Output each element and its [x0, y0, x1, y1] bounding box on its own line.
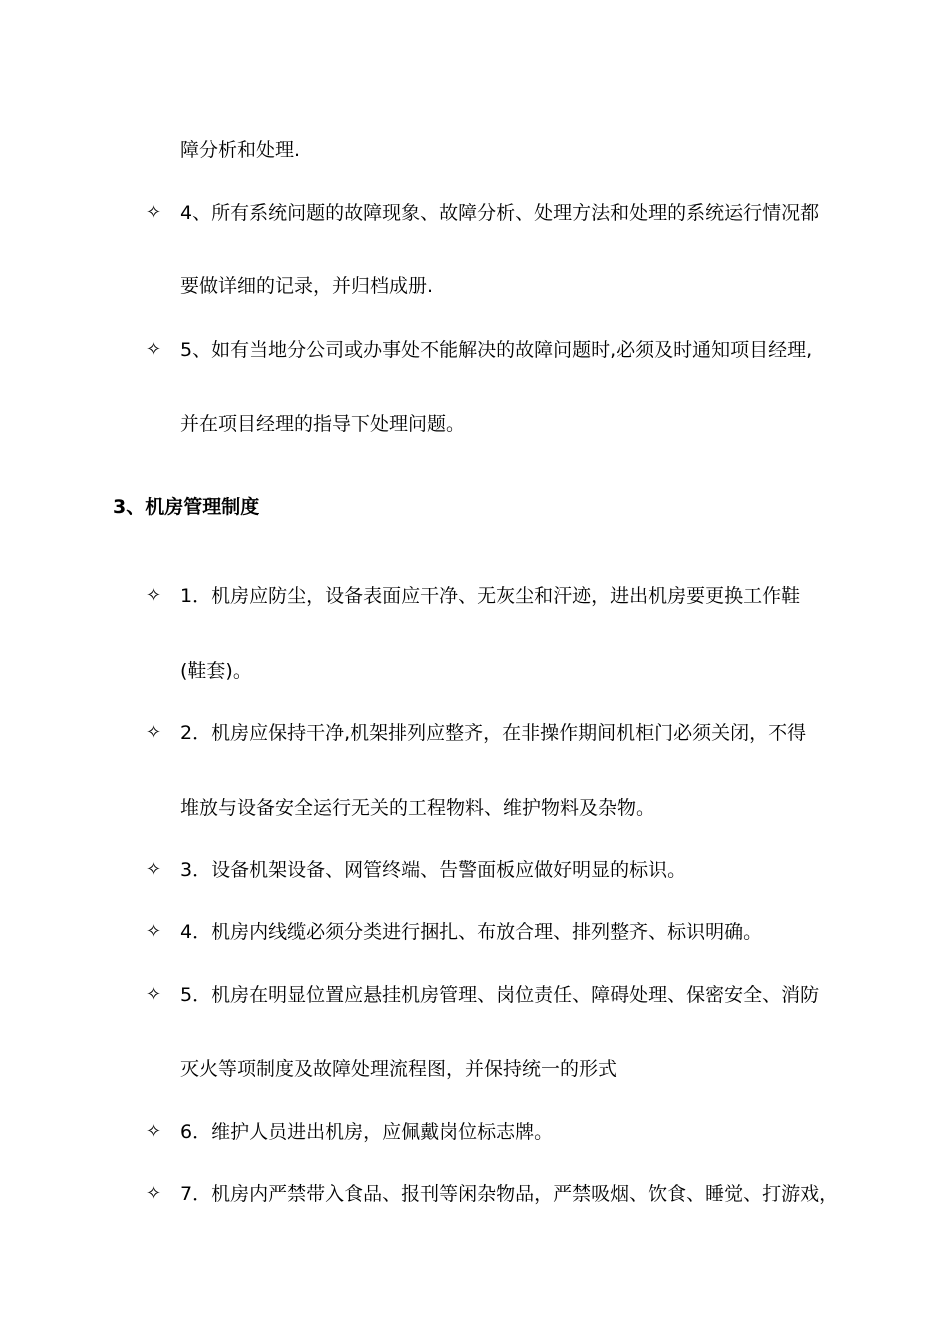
- list-item-text: 1．机房应防尘，设备表面应干净、无灰尘和汗迹，进出机房要更换工作鞋: [180, 585, 801, 607]
- list-item-text: 4、所有系统问题的故障现象、故障分析、处理方法和处理的系统运行情况都: [180, 202, 820, 224]
- diamond-bullet-icon: ✧: [146, 339, 162, 360]
- diamond-bullet-icon: ✧: [146, 984, 162, 1005]
- list-item-text: 5．机房在明显位置应悬挂机房管理、岗位责任、障碍处理、保密安全、消防: [180, 984, 820, 1006]
- diamond-bullet-icon: ✧: [146, 722, 162, 743]
- diamond-bullet-icon: ✧: [146, 1121, 162, 1142]
- section-heading: 3、机房管理制度: [113, 496, 260, 518]
- list-item-text-continued: 并在项目经理的指导下处理问题。: [180, 413, 466, 435]
- list-item-text: 5、如有当地分公司或办事处不能解决的故障问题时,必须及时通知项目经理,: [180, 339, 813, 361]
- diamond-bullet-icon: ✧: [146, 202, 162, 223]
- list-item-text-continued: 要做详细的记录，并归档成册.: [180, 275, 434, 297]
- list-item-text: 2．机房应保持干净,机架排列应整齐，在非操作期间机柜门必须关闭，不得: [180, 722, 807, 744]
- list-item-text: 4．机房内线缆必须分类进行捆扎、布放合理、排列整齐、标识明确。: [180, 921, 763, 943]
- list-item-text-continued: (鞋套)。: [180, 660, 252, 682]
- diamond-bullet-icon: ✧: [146, 859, 162, 880]
- paragraph-continuation: 障分析和处理.: [180, 139, 301, 161]
- diamond-bullet-icon: ✧: [146, 1183, 162, 1204]
- list-item-text: 6．维护人员进出机房，应佩戴岗位标志牌。: [180, 1121, 554, 1143]
- diamond-bullet-icon: ✧: [146, 585, 162, 606]
- list-item-text-continued: 灭火等项制度及故障处理流程图，并保持统一的形式: [180, 1058, 618, 1080]
- list-item-text: 3．设备机架设备、网管终端、告警面板应做好明显的标识。: [180, 859, 687, 881]
- list-item-text: 7．机房内严禁带入食品、报刊等闲杂物品，严禁吸烟、饮食、睡觉、打游戏，: [180, 1183, 839, 1205]
- diamond-bullet-icon: ✧: [146, 921, 162, 942]
- list-item-text-continued: 堆放与设备安全运行无关的工程物料、维护物料及杂物。: [180, 797, 656, 819]
